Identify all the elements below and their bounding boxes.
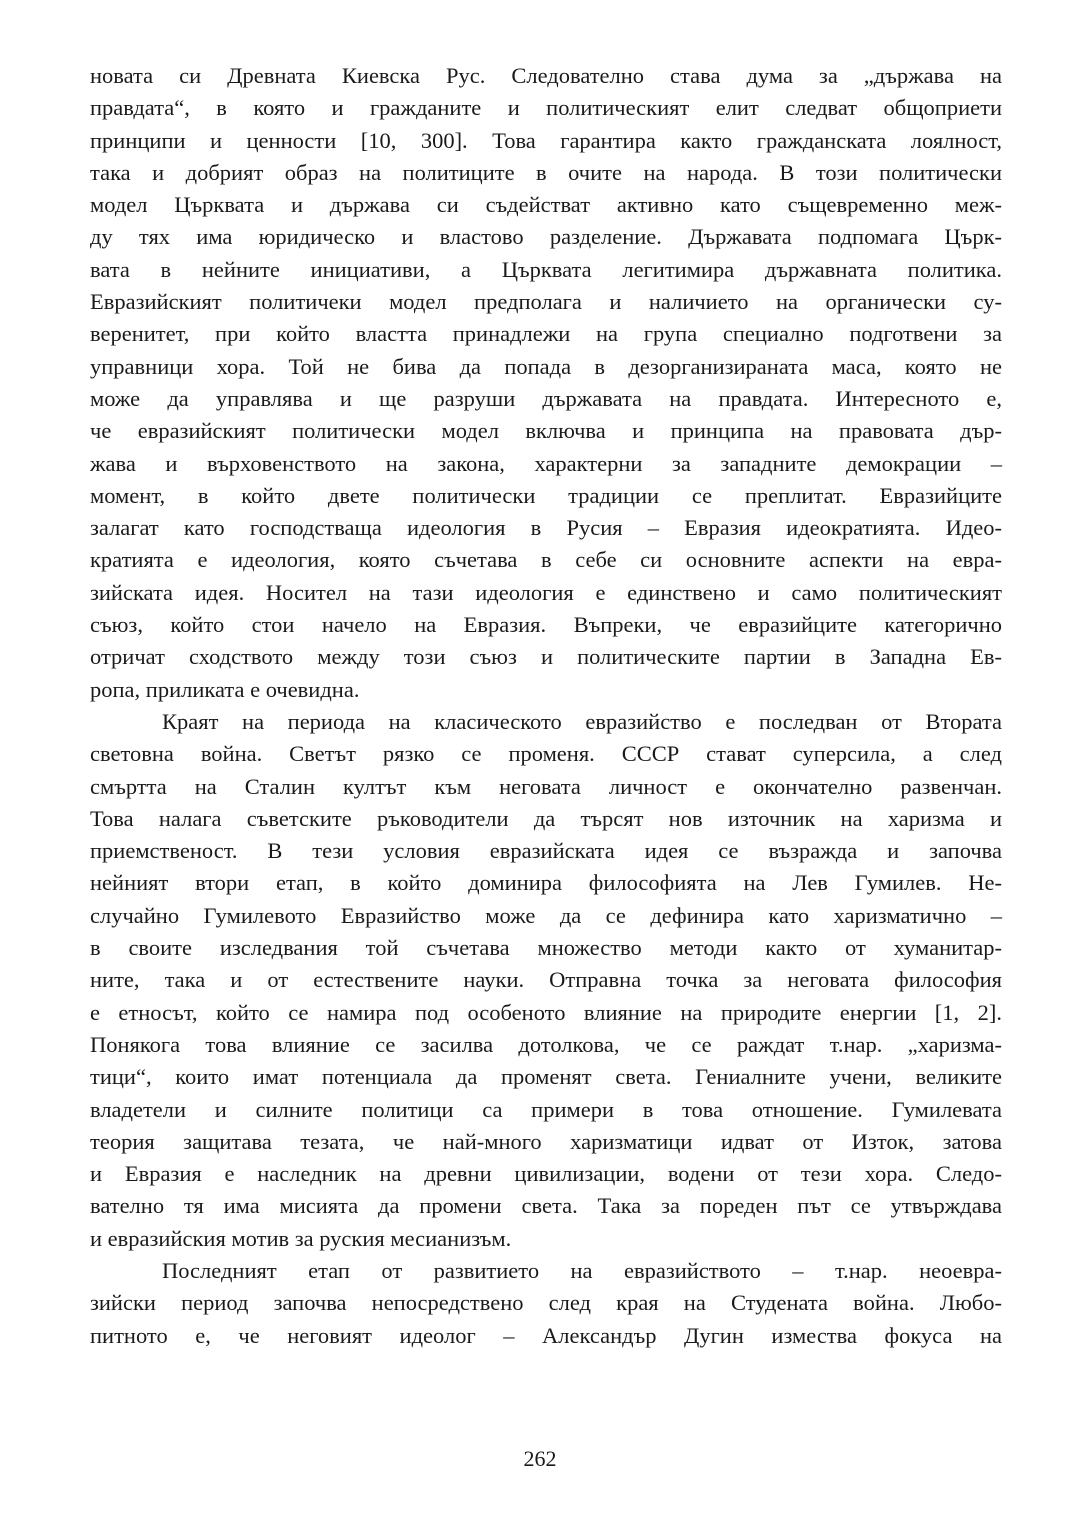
text-line: залагат като господстваща идеология в Русия – Евразия идеократията. Идео-: [90, 515, 1002, 541]
text-line: съюз, който стои начело на Евразия. Въпреки, че евразийците категорично: [90, 612, 1002, 638]
text-line: момент, в който двете политически традиции се преплитат. Евразийците: [90, 482, 1002, 508]
text-line: принципи и ценности [10, 300]. Това гарантира както гражданската лоялност,: [90, 127, 1002, 153]
text-line: приемственост. В тези условия евразийската идея се възражда и започва: [90, 838, 1002, 864]
text-line: Това налага съветските ръководители да търсят нов източник на харизма и: [90, 805, 1002, 831]
text-line: жава и върховенството на закона, характерни за западните демокрации –: [90, 450, 1002, 476]
text-line: световна война. Светът рязко се променя. СССР стават суперсила, а след: [90, 741, 1002, 767]
text-line: владетели и силните политици са примери в това отношение. Гумилевата: [90, 1096, 1002, 1122]
text-line: вата в нейните инициативи, а Църквата легитимира държавната политика.: [90, 256, 1002, 282]
text-line: смъртта на Сталин култът към неговата личност е окончателно развенчан.: [90, 773, 1002, 799]
text-line: ните, така и от естествените науки. Отправна точка за неговата философия: [90, 967, 1002, 993]
text-line: и Евразия е наследник на древни цивилизации, водени от тези хора. Следо-: [90, 1161, 1002, 1187]
text-line: Евразийският политичеки модел предполага и наличието на органически су-: [90, 289, 1002, 315]
text-line: новата си Древната Киевска Рус. Следователно става дума за „държава на: [90, 63, 1002, 88]
text-line: вателно тя има мисията да промени света. Така за пореден път се утвърждава: [90, 1193, 1002, 1219]
text-line: кратията е идеология, която съчетава в себе си основните аспекти на евра-: [90, 547, 1002, 573]
text-line: е етносът, който се намира под особеното влияние на природите енергии [1, 2].: [90, 999, 1002, 1025]
text-line: нейният втори етап, в който доминира философията на Лев Гумилев. Не-: [90, 870, 1002, 896]
text-line: в своите изследвания той съчетава множество методи както от хуманитар-: [90, 935, 1002, 961]
text-line: че евразийският политически модел включва и принципа на правовата дър-: [90, 418, 1002, 444]
text-line: зийската идея. Носител на тази идеология е единствено и само политическият: [90, 579, 1002, 605]
text-line: зийски период започва непосредствено след края на Студената война. Любо-: [90, 1290, 1002, 1316]
text-line: теория защитава тезата, че най-много харизматици идват от Изток, затова: [90, 1128, 1002, 1154]
text-line: тици“, които имат потенциала да променят света. Гениалните учени, великите: [90, 1064, 1002, 1090]
paragraph-1: [90, 60, 1002, 706]
text-line: веренитет, при който властта принадлежи на група специално подготвени за: [90, 321, 1002, 347]
text-line: Краят на периода на класическото евразийство е последван от Втората: [162, 708, 1002, 734]
text-line: ду тях има юридическо и властово разделение. Държавата подпомага Църк-: [90, 224, 1002, 250]
text-line: отричат сходството между този съюз и политическите партии в Западна Ев-: [90, 644, 1002, 670]
text-line: Понякога това влияние се засилва дотолкова, че се раждат т.нар. „харизма-: [90, 1031, 1002, 1057]
text-line: така и добрият образ на политиците в очите на народа. В този политически: [90, 159, 1002, 185]
paragraph-3: [90, 1255, 1002, 1352]
text-line: управници хора. Той не бива да попада в дезорганизираната маса, която не: [90, 353, 1002, 379]
text-line: Последният етап от развитието на евразийството – т.нар. неоевра-: [162, 1257, 1002, 1283]
paragraph-2: [90, 706, 1002, 1255]
text-line: питното е, че неговият идеолог – Александър Дугин измества фокуса на: [90, 1322, 1002, 1348]
text-line: случайно Гумилевото Евразийство може да се дефинира като харизматично –: [90, 902, 1002, 928]
text-line: може да управлява и ще разруши държавата на правдата. Интересното е,: [90, 385, 1002, 411]
page-number: 262: [523, 1446, 557, 1471]
text-line: правдата“, в която и гражданите и политическият елит следват общоприети: [90, 95, 1002, 121]
page-body: [90, 60, 1002, 1352]
text-line: и евразийския мотив за руския месианизъм.: [90, 1225, 512, 1251]
text-line: модел Църквата и държава си съдействат активно като същевременно меж-: [90, 192, 1002, 218]
text-line: ропа, приликата е очевидна.: [90, 676, 360, 702]
